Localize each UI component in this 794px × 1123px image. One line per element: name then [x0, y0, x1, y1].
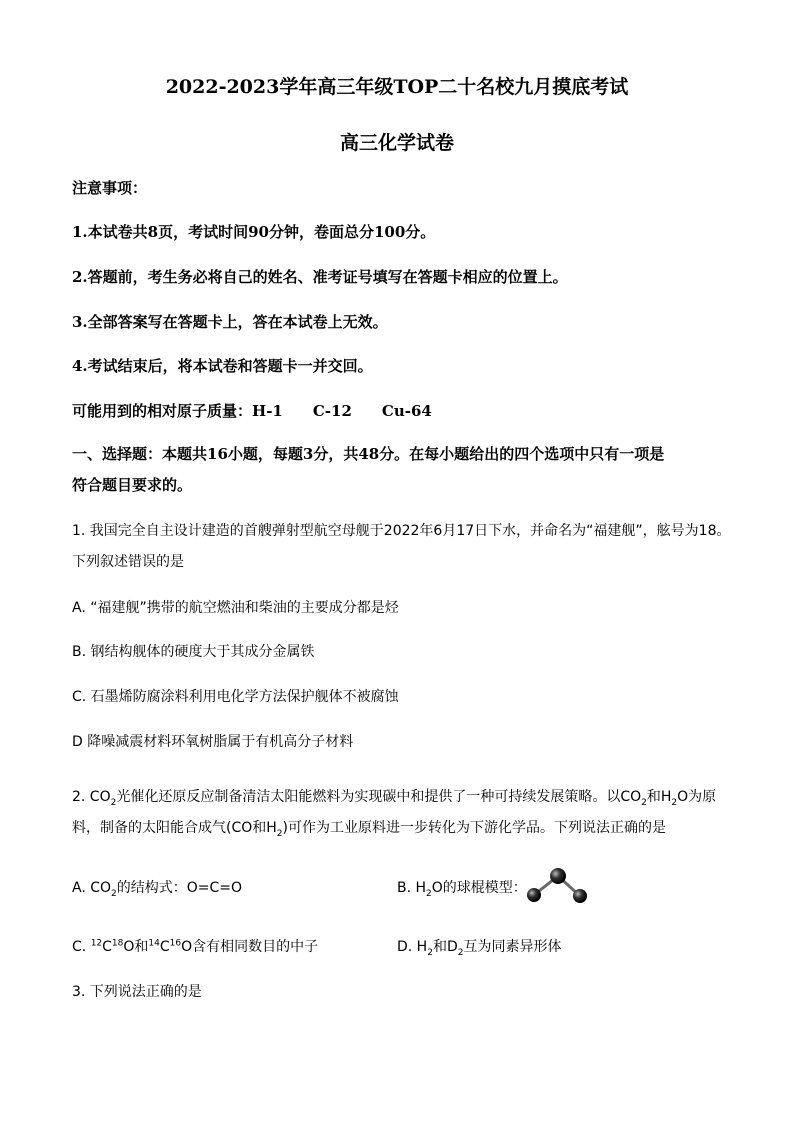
atomic-mass-label: 可能用到的相对原子质量：	[72, 402, 253, 420]
text: C.	[72, 939, 91, 955]
text: O的球棍模型：	[431, 880, 527, 896]
atomic-mass-c: C-12	[312, 402, 352, 420]
superscript: 12	[90, 938, 103, 949]
subscript: 2	[641, 797, 647, 808]
q2-option-c	[72, 936, 318, 956]
atomic-mass-line	[72, 400, 432, 421]
superscript: 16	[169, 938, 182, 949]
water-ball-stick-model-icon	[524, 866, 592, 908]
text: 和H	[646, 789, 672, 805]
exam-subtitle: 高三化学试卷	[339, 132, 454, 154]
text: 的结构式：O=C=O	[116, 880, 243, 896]
q1-option-b: B. 钢结构舰体的硬度大于其成分金属铁	[72, 644, 315, 660]
exam-title: 2022-2023学年高三年级TOP二十名校九月摸底考试	[165, 76, 629, 98]
text: 互为同素异形体	[463, 939, 562, 955]
text: C	[159, 939, 170, 955]
q2-stem-line1	[72, 786, 716, 806]
subscript: 2	[427, 947, 433, 958]
superscript: 14	[148, 938, 160, 949]
text: 2. CO	[72, 789, 111, 805]
q2-option-a	[72, 877, 242, 897]
section-heading-line1: 一、选择题：本题共16小题，每题3分，共48分。在每小题给出的四个选项中只有一项是	[72, 445, 665, 463]
note-item: 2.答题前，考生务必将自己的姓名、准考证号填写在答题卡相应的位置上。	[72, 268, 568, 286]
text: D. H	[397, 939, 428, 955]
q3-stem: 3. 下列说法正确的是	[72, 984, 202, 1000]
section-heading-line2: 符合题目要求的。	[72, 476, 193, 494]
q1-stem-line1: 1. 我国完全自主设计建造的首艘弹射型航空母舰于2022年6月17日下水，并命名为“福建舰”，舷号为18。	[72, 523, 731, 539]
note-item: 1.本试卷共8页，考试时间90分钟，卷面总分100分。	[72, 223, 436, 241]
subscript: 2	[111, 888, 117, 899]
text: A. CO	[72, 880, 112, 896]
note-item: 3.全部答案写在答题卡上，答在本试卷上无效。	[72, 313, 388, 331]
subscript: 2	[110, 797, 117, 808]
hydrogen-atom-icon	[527, 888, 541, 902]
hydrogen-atom-icon	[573, 889, 587, 903]
subscript: 2	[671, 797, 678, 808]
text: 料，制备的太阳能合成气(CO和H	[72, 820, 277, 836]
q1-stem-line2: 下列叙述错误的是	[72, 554, 184, 570]
oxygen-atom-icon	[550, 868, 566, 884]
q2-option-b	[397, 877, 527, 897]
subscript: 2	[457, 947, 464, 958]
q1-option-a: A. “福建舰”携带的航空燃油和柴油的主要成分都是烃	[72, 600, 399, 616]
atomic-mass-cu: Cu-64	[381, 402, 432, 420]
superscript: 18	[111, 938, 124, 949]
text: 光催化还原反应制备清洁太阳能燃料为实现碳中和提供了一种可持续发展策略。以CO	[116, 789, 642, 805]
text: )可作为工业原料进一步转化为下游化学品。下列说法正确的是	[282, 820, 666, 836]
q1-option-d: D 降噪减震材料环氧树脂属于有机高分子材料	[72, 734, 354, 750]
text: C	[102, 939, 112, 955]
atomic-mass-h: H-1	[252, 402, 283, 420]
notes-heading: 注意事项：	[72, 179, 148, 197]
text: 和D	[432, 939, 458, 955]
note-item: 4.考试结束后，将本试卷和答题卡一并交回。	[72, 357, 373, 375]
text: O和	[123, 939, 149, 955]
q2-option-d	[397, 936, 561, 956]
q2-stem-line2	[72, 817, 666, 837]
text: O为原	[677, 789, 717, 805]
text: O含有相同数目的中子	[181, 939, 319, 955]
subscript: 2	[426, 888, 432, 899]
text: B. H	[397, 880, 427, 896]
q1-option-c: C. 石墨烯防腐涂料利用电化学方法保护舰体不被腐蚀	[72, 689, 399, 705]
subscript: 2	[276, 828, 283, 839]
